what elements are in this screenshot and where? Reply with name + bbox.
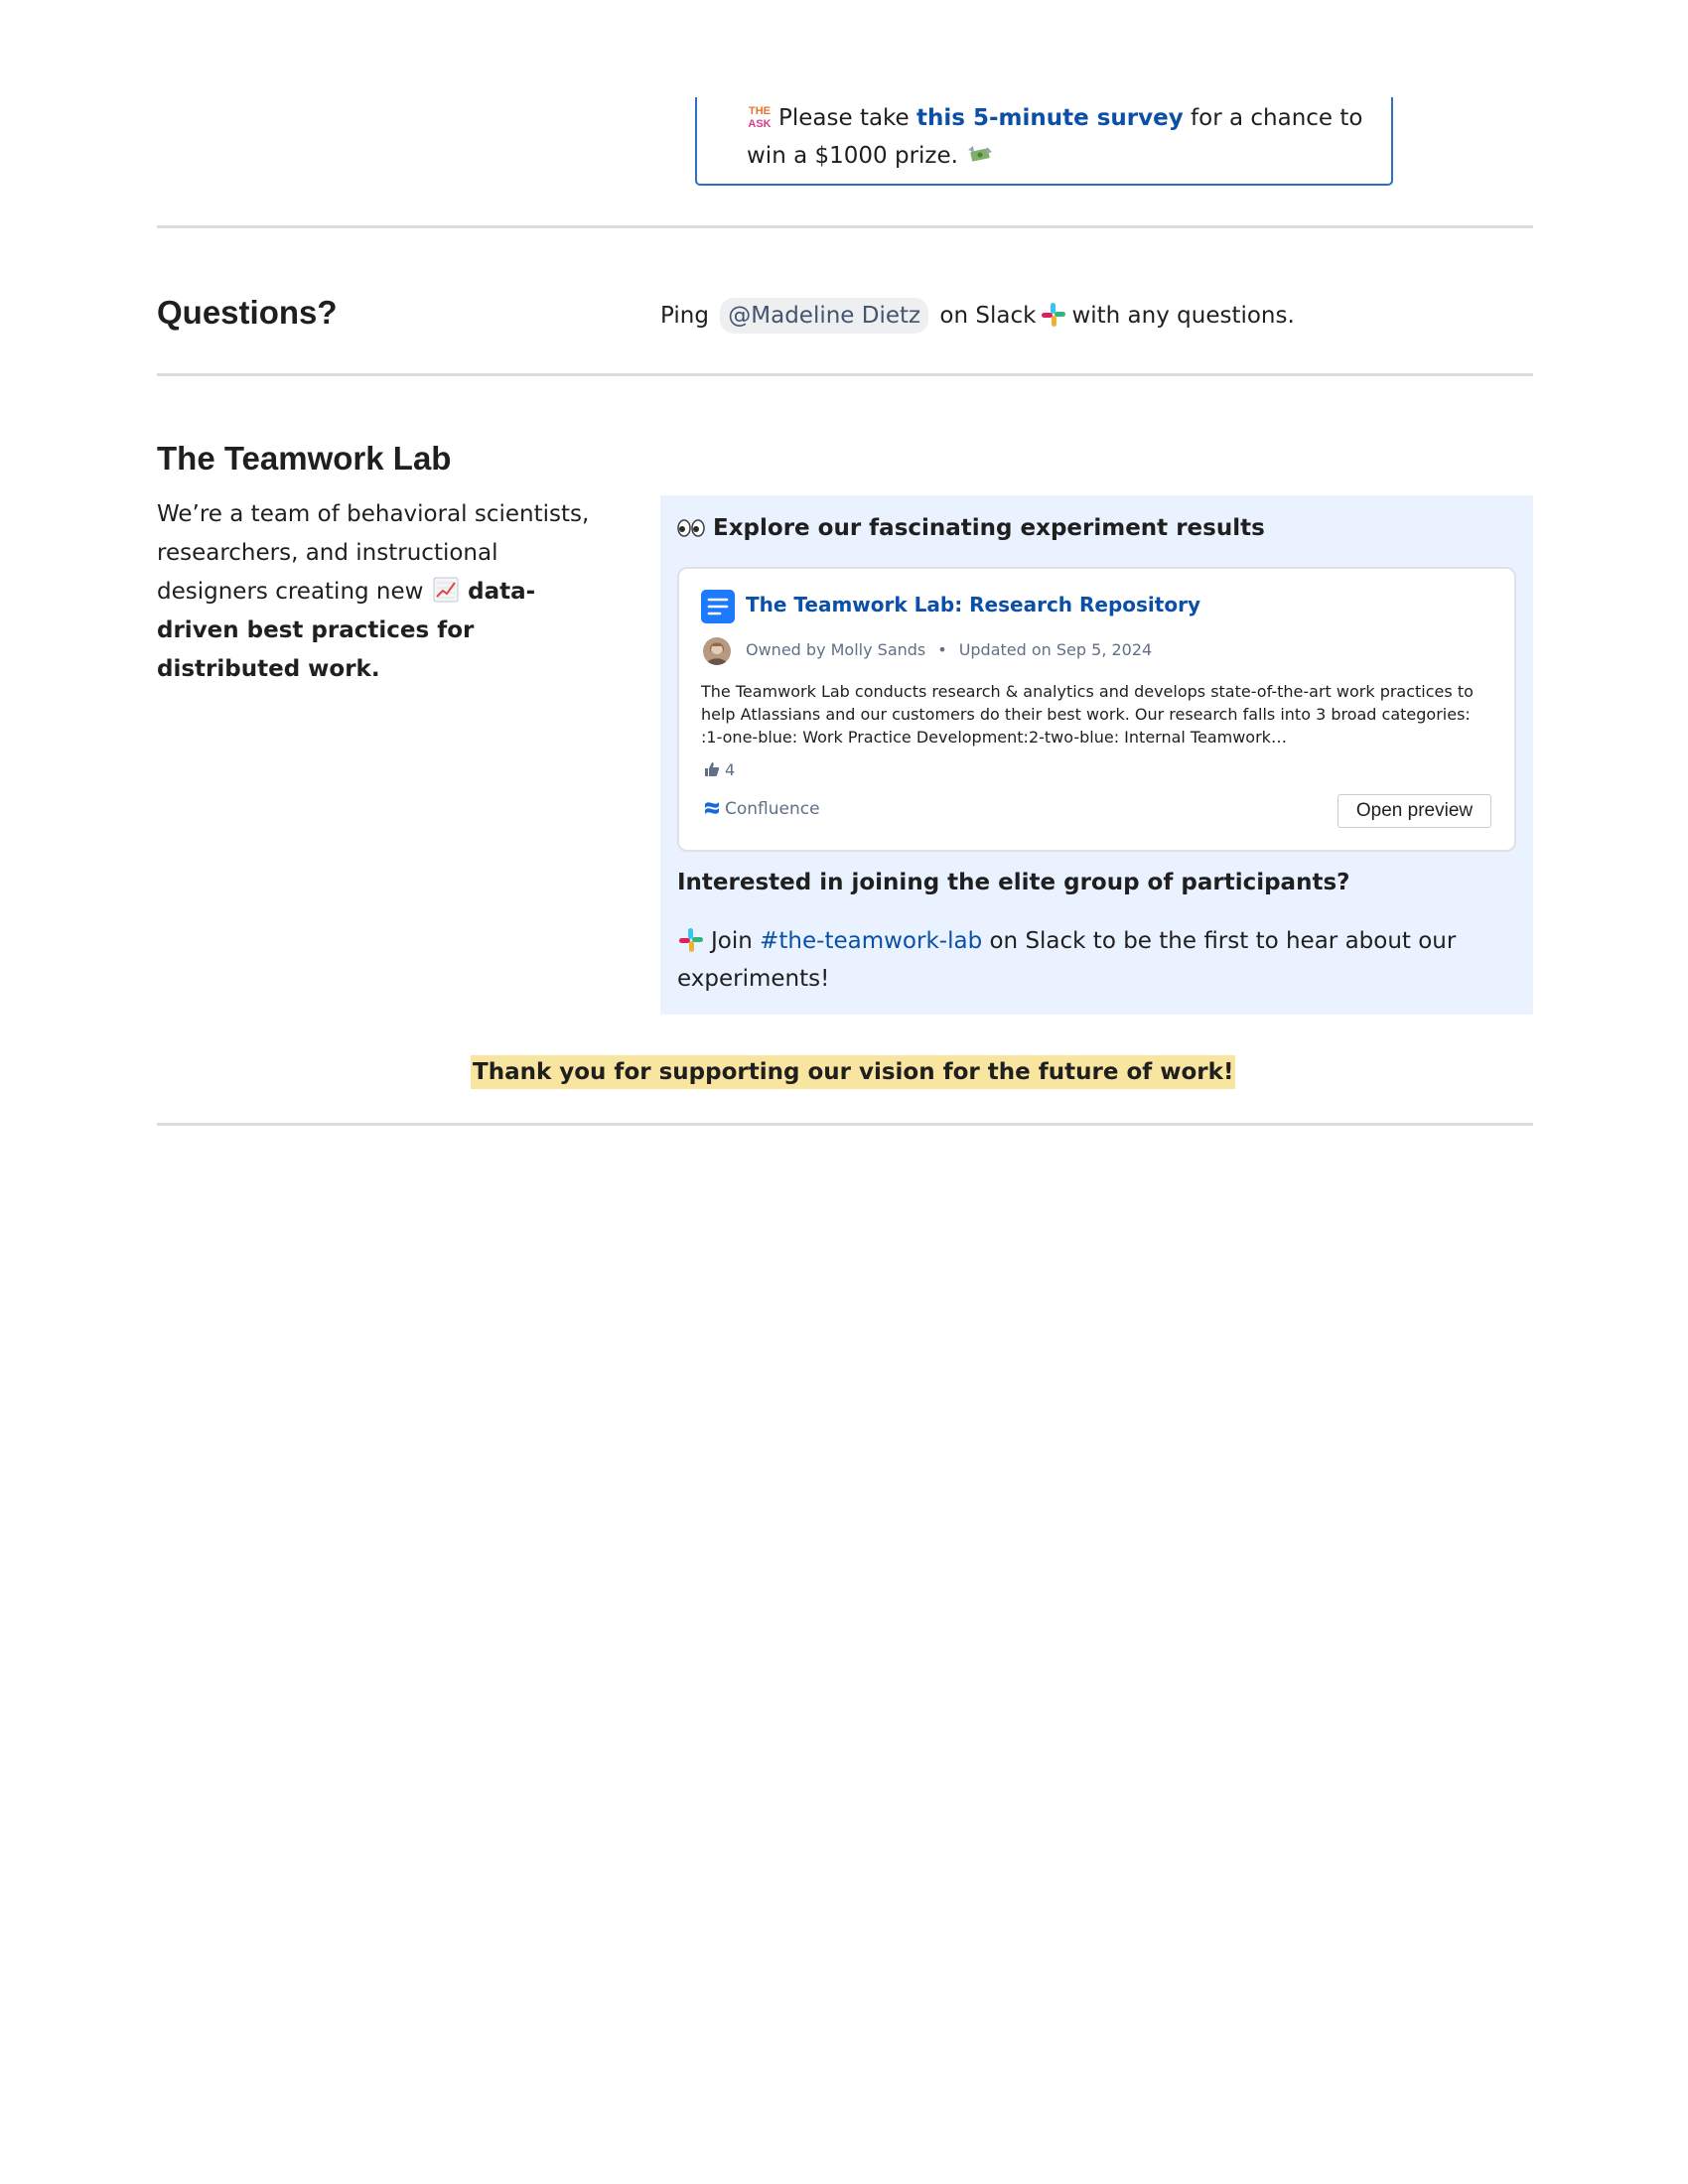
card-likes (703, 760, 735, 779)
card-source (703, 799, 820, 819)
card-meta (746, 640, 1152, 659)
slack-icon (677, 926, 705, 954)
thank-you-highlight: Thank you for supporting our vision for the future of work! (471, 1055, 1235, 1089)
survey-suffix: for a chance to win a $1000 prize. (747, 105, 1363, 169)
team-desc-plain: We’re a team of behavioral scientists, researchers, and instructional designers creating new (157, 501, 590, 605)
card-excerpt: The Teamwork Lab conducts research & analytics and develops state-of-the-art work practices to help Atlassians and our customers do their best work. Our research falls into 3 broad categories: :1-one-blue: Work Practice Development:2-two-blue: Internal Teamwork… (701, 682, 1474, 747)
ping-label: Ping (660, 303, 709, 329)
confluence-icon (703, 799, 721, 817)
team-heading: The Teamwork Lab (157, 440, 452, 477)
like-icon (703, 760, 721, 778)
source-label: Confluence (725, 799, 820, 819)
card-updated: Updated on Sep 5, 2024 (958, 640, 1153, 659)
team-desc-bold: data-driven best practices for distributed work. (157, 579, 536, 682)
questions-rest: with any questions. (1071, 303, 1295, 329)
divider (157, 1123, 1533, 1126)
questions-heading: Questions? (157, 294, 338, 331)
card-title[interactable]: The Teamwork Lab: Research Repository (746, 593, 1200, 616)
divider (157, 225, 1533, 228)
panel-heading-text: Explore our fascinating experiment results (713, 515, 1265, 541)
eyes-icon (677, 519, 705, 537)
svg-text:ASK: ASK (748, 118, 772, 129)
money-with-wings-icon (966, 144, 994, 166)
join-label: Join (711, 928, 753, 954)
avatar (703, 637, 731, 665)
slack-icon (1040, 301, 1067, 329)
join-heading: Interested in joining the elite group of participants? (677, 870, 1350, 895)
chart-increasing-icon (433, 577, 459, 603)
card-owner: Owned by Molly Sands (746, 640, 926, 659)
svg-text:THE: THE (749, 105, 771, 117)
the-ask-icon (747, 103, 773, 129)
open-preview-button[interactable]: Open preview (1337, 794, 1491, 828)
team-description (157, 495, 604, 689)
slack-channel-link[interactable]: #the-teamwork-lab (760, 928, 983, 954)
survey-link[interactable]: this 5-minute survey (916, 105, 1184, 131)
join-text (677, 922, 1521, 998)
separator-dot: • (937, 640, 947, 659)
survey-prefix: Please take (778, 105, 910, 131)
survey-text (747, 99, 1382, 175)
on-slack-label: on Slack (939, 303, 1037, 329)
panel-heading (677, 510, 1265, 546)
divider (157, 373, 1533, 376)
document-icon (701, 590, 735, 623)
mention-madeline-dietz[interactable]: @Madeline Dietz (720, 298, 928, 334)
like-count: 4 (725, 760, 736, 779)
join-rest: on Slack to be the first to hear about our experiments! (677, 928, 1457, 992)
questions-text (660, 298, 1295, 334)
